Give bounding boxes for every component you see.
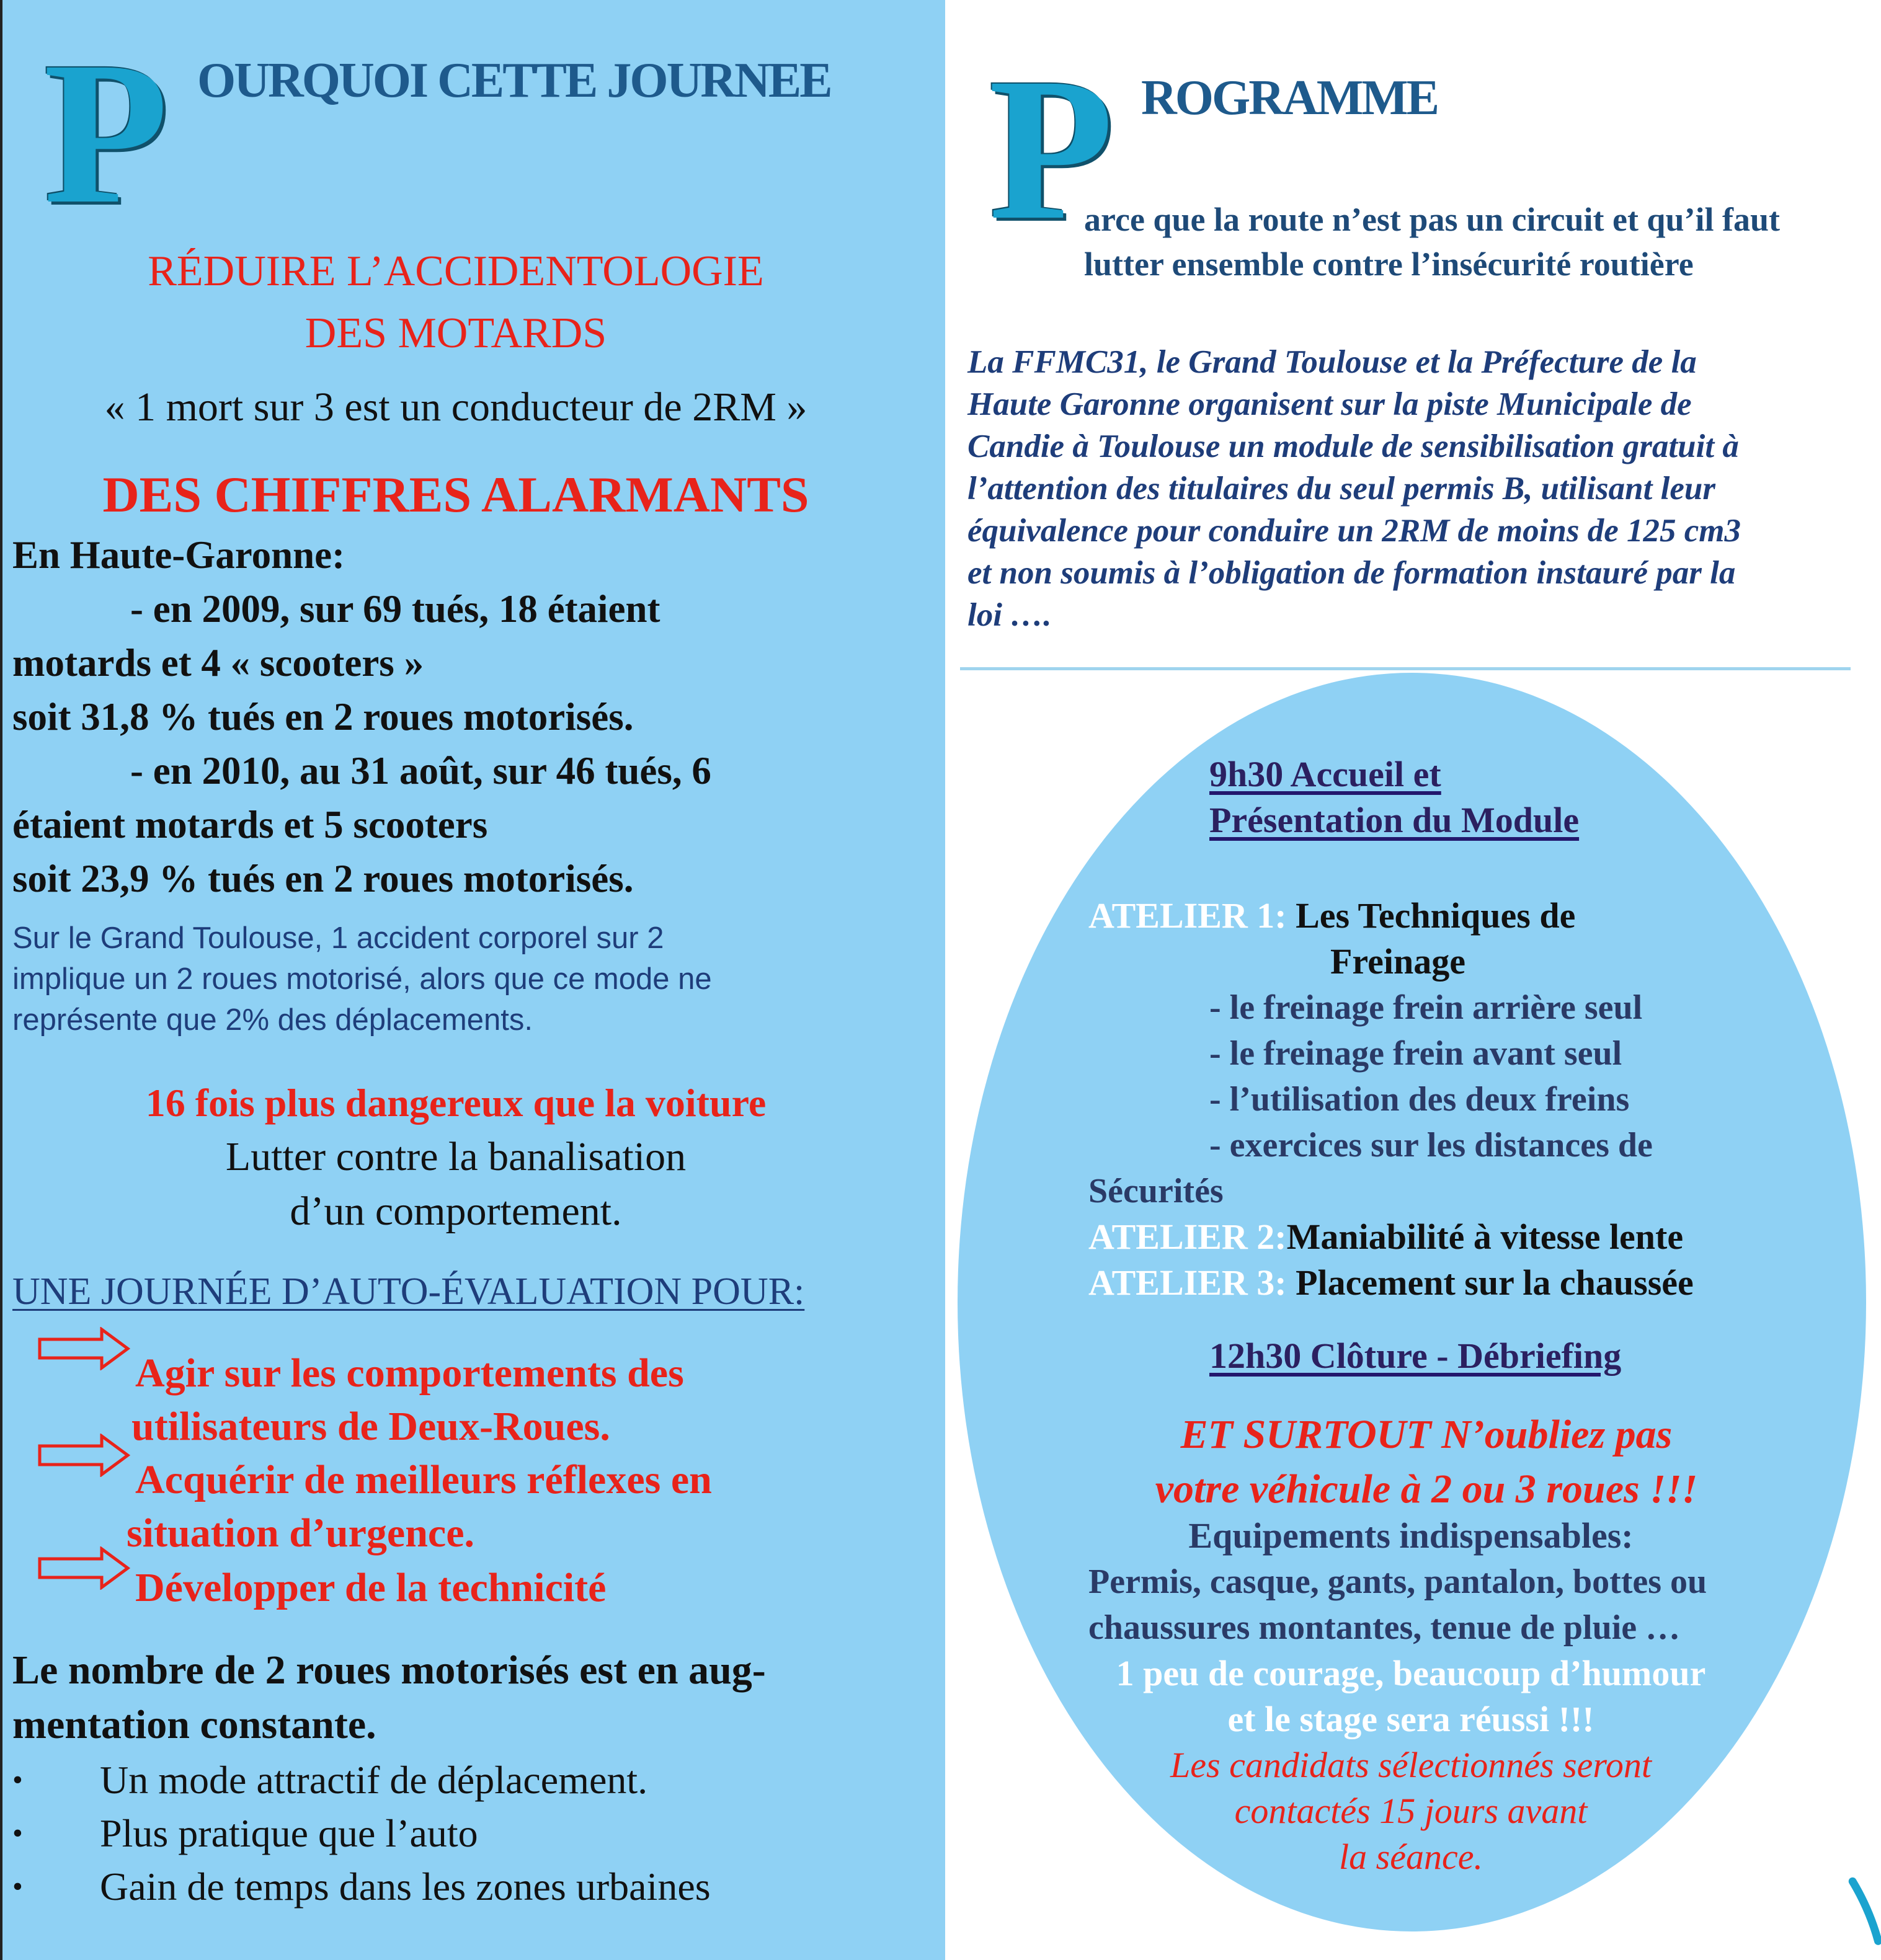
welcome-title-line2: Présentation du Module xyxy=(1209,800,1580,840)
program-intro-line2: lutter ensemble contre l’insécurité routière xyxy=(1084,246,1694,283)
danger-text-line1: Lutter contre la banalisation xyxy=(225,1134,687,1179)
goal-2a: Acquérir de meilleurs réflexes en xyxy=(135,1457,712,1502)
reduce-title-line2: DES MOTARDS xyxy=(305,309,607,357)
equipment-list xyxy=(1088,1559,1707,1651)
stats-2009-line3: soit 31,8 % tués en 2 roues motorisés. xyxy=(12,695,634,738)
atelier-1-items xyxy=(1209,985,1653,1168)
atelier-1-label: ATELIER 1: xyxy=(1088,895,1287,936)
contact-line1: Les candidats sélectionnés seront xyxy=(1170,1745,1652,1785)
list-item: - le freinage frein arrière seul xyxy=(1209,988,1643,1027)
goal-2b: situation d’urgence. xyxy=(127,1510,474,1556)
left-heading: OURQUOI CETTE JOURNEE xyxy=(197,53,831,108)
program-intro-line1: arce que la route n’est pas un circuit et qu’il faut xyxy=(1084,201,1780,238)
goal-1a: Agir sur les comportements des xyxy=(135,1350,684,1396)
toulouse-stat-line2: implique un 2 roues motorisé, alors que ce mode ne xyxy=(12,962,712,996)
contact-line3: la séance. xyxy=(1339,1837,1483,1877)
atelier-2-label: ATELIER 2: xyxy=(1088,1217,1287,1257)
atelier-3 xyxy=(1088,1260,1694,1306)
description-line: équivalence pour conduire un 2RM de moins de 125 cm3 xyxy=(967,513,1741,549)
right-dropcap: P xyxy=(989,36,1114,262)
toulouse-stat-line3: représente que 2% des déplacements. xyxy=(12,1003,533,1037)
stats-2010-line3: soit 23,9 % tués en 2 roues motorisés. xyxy=(12,857,634,900)
contact-line2: contactés 15 jours avant xyxy=(1234,1791,1588,1831)
stats-region: En Haute-Garonne: xyxy=(12,533,345,577)
increase-text-line2: mentation constante. xyxy=(12,1702,376,1747)
atelier-1-title: Les Techniques de xyxy=(1296,895,1576,936)
list-item: • Gain de temps dans les zones urbaines xyxy=(4,1860,711,1913)
increase-text-line1: Le nombre de 2 roues motorisés est en aug- xyxy=(12,1647,766,1693)
humour-text xyxy=(992,1651,1830,1742)
right-heading: ROGRAMME xyxy=(1141,71,1438,125)
stats-2010-line1: - en 2010, au 31 août, sur 46 tués, 6 xyxy=(130,749,711,792)
description-line: et non soumis à l’obligation de formation instauré par la xyxy=(967,555,1736,591)
equipment-line2: chaussures montantes, tenue de pluie … xyxy=(1088,1608,1681,1647)
welcome-title-line1: 9h30 Accueil et xyxy=(1209,754,1441,794)
toulouse-stat-line1: Sur le Grand Toulouse, 1 accident corporel sur 2 xyxy=(12,921,664,955)
mortality-quote: « 1 mort sur 3 est un conducteur de 2RM » xyxy=(104,384,807,430)
increase-text xyxy=(12,1643,766,1752)
goal-3: Développer de la technicité xyxy=(135,1565,607,1610)
danger-title: 16 fois plus dangereux que la voiture xyxy=(145,1081,767,1125)
atelier-1-title-cont: Freinage xyxy=(1330,941,1465,982)
toulouse-stat xyxy=(12,918,712,1040)
program-description xyxy=(967,341,1741,636)
closing-title: 12h30 Clôture - Débriefing xyxy=(1209,1336,1622,1376)
program-intro xyxy=(1084,197,1780,286)
corner-mark-icon xyxy=(1847,1873,1881,1947)
arrow-right-icon xyxy=(37,1327,130,1370)
atelier-3-title: Placement sur la chaussée xyxy=(1296,1262,1694,1303)
left-dropcap: P xyxy=(43,20,169,246)
evaluation-title: UNE JOURNÉE D’AUTO-ÉVALUATION POUR: xyxy=(12,1270,805,1313)
arrow-right-icon xyxy=(37,1546,130,1590)
atelier-1-wrap: Sécurités xyxy=(1088,1172,1224,1210)
description-line: La FFMC31, le Grand Toulouse et la Préfecture de la xyxy=(967,344,1697,380)
danger-text-line2: d’un comportement. xyxy=(290,1189,622,1234)
reasons-list xyxy=(4,1754,711,1913)
surtout-text xyxy=(992,1408,1861,1517)
list-item: • Un mode attractif de déplacement. xyxy=(4,1754,711,1807)
stats-2009-line1: - en 2009, sur 69 tués, 18 étaient xyxy=(130,587,660,631)
stats-2009-line2: motards et 4 « scooters » xyxy=(12,641,424,685)
contact-note xyxy=(992,1742,1830,1880)
stats-2010-line2: étaient motards et 5 scooters xyxy=(12,803,488,846)
equipment-line1: Permis, casque, gants, pantalon, bottes ou xyxy=(1088,1563,1707,1601)
atelier-2 xyxy=(1088,1214,1683,1260)
description-line: Candie à Toulouse un module de sensibilisation gratuit à xyxy=(967,428,1739,464)
humour-line1: 1 peu de courage, beaucoup d’humour xyxy=(1116,1653,1706,1693)
goal-1b: utilisateurs de Deux-Roues. xyxy=(131,1404,610,1449)
surtout-line2: votre véhicule à 2 ou 3 roues !!! xyxy=(1155,1466,1698,1512)
danger-text xyxy=(0,1130,912,1239)
atelier-1 xyxy=(1088,893,1575,985)
reduce-title-line1: RÉDUIRE L’ACCIDENTOLOGIE xyxy=(148,247,764,295)
alarm-title: DES CHIFFRES ALARMANTS xyxy=(102,466,809,523)
humour-line2: et le stage sera réussi !!! xyxy=(1227,1699,1594,1739)
description-line: loi …. xyxy=(967,597,1052,633)
surtout-line1: ET SURTOUT N’oubliez pas xyxy=(1180,1412,1673,1457)
list-item: - le freinage frein avant seul xyxy=(1209,1034,1622,1073)
description-line: l’attention des titulaires du seul permis B, utilisant leur xyxy=(967,471,1715,507)
welcome-title xyxy=(1209,752,1579,843)
atelier-3-label: ATELIER 3: xyxy=(1088,1262,1287,1303)
stats-block xyxy=(12,528,711,906)
arrow-right-icon xyxy=(37,1434,130,1477)
equipment-title: Equipements indispensables: xyxy=(1188,1515,1634,1556)
reduce-title xyxy=(0,241,912,365)
description-line: Haute Garonne organisent sur la piste Municipale de xyxy=(967,386,1692,422)
list-item: • Plus pratique que l’auto xyxy=(4,1807,711,1860)
section-divider xyxy=(960,667,1851,670)
atelier-2-title: Maniabilité à vitesse lente xyxy=(1286,1217,1684,1257)
list-item: - exercices sur les distances de xyxy=(1209,1126,1653,1164)
list-item: - l’utilisation des deux freins xyxy=(1209,1080,1630,1119)
